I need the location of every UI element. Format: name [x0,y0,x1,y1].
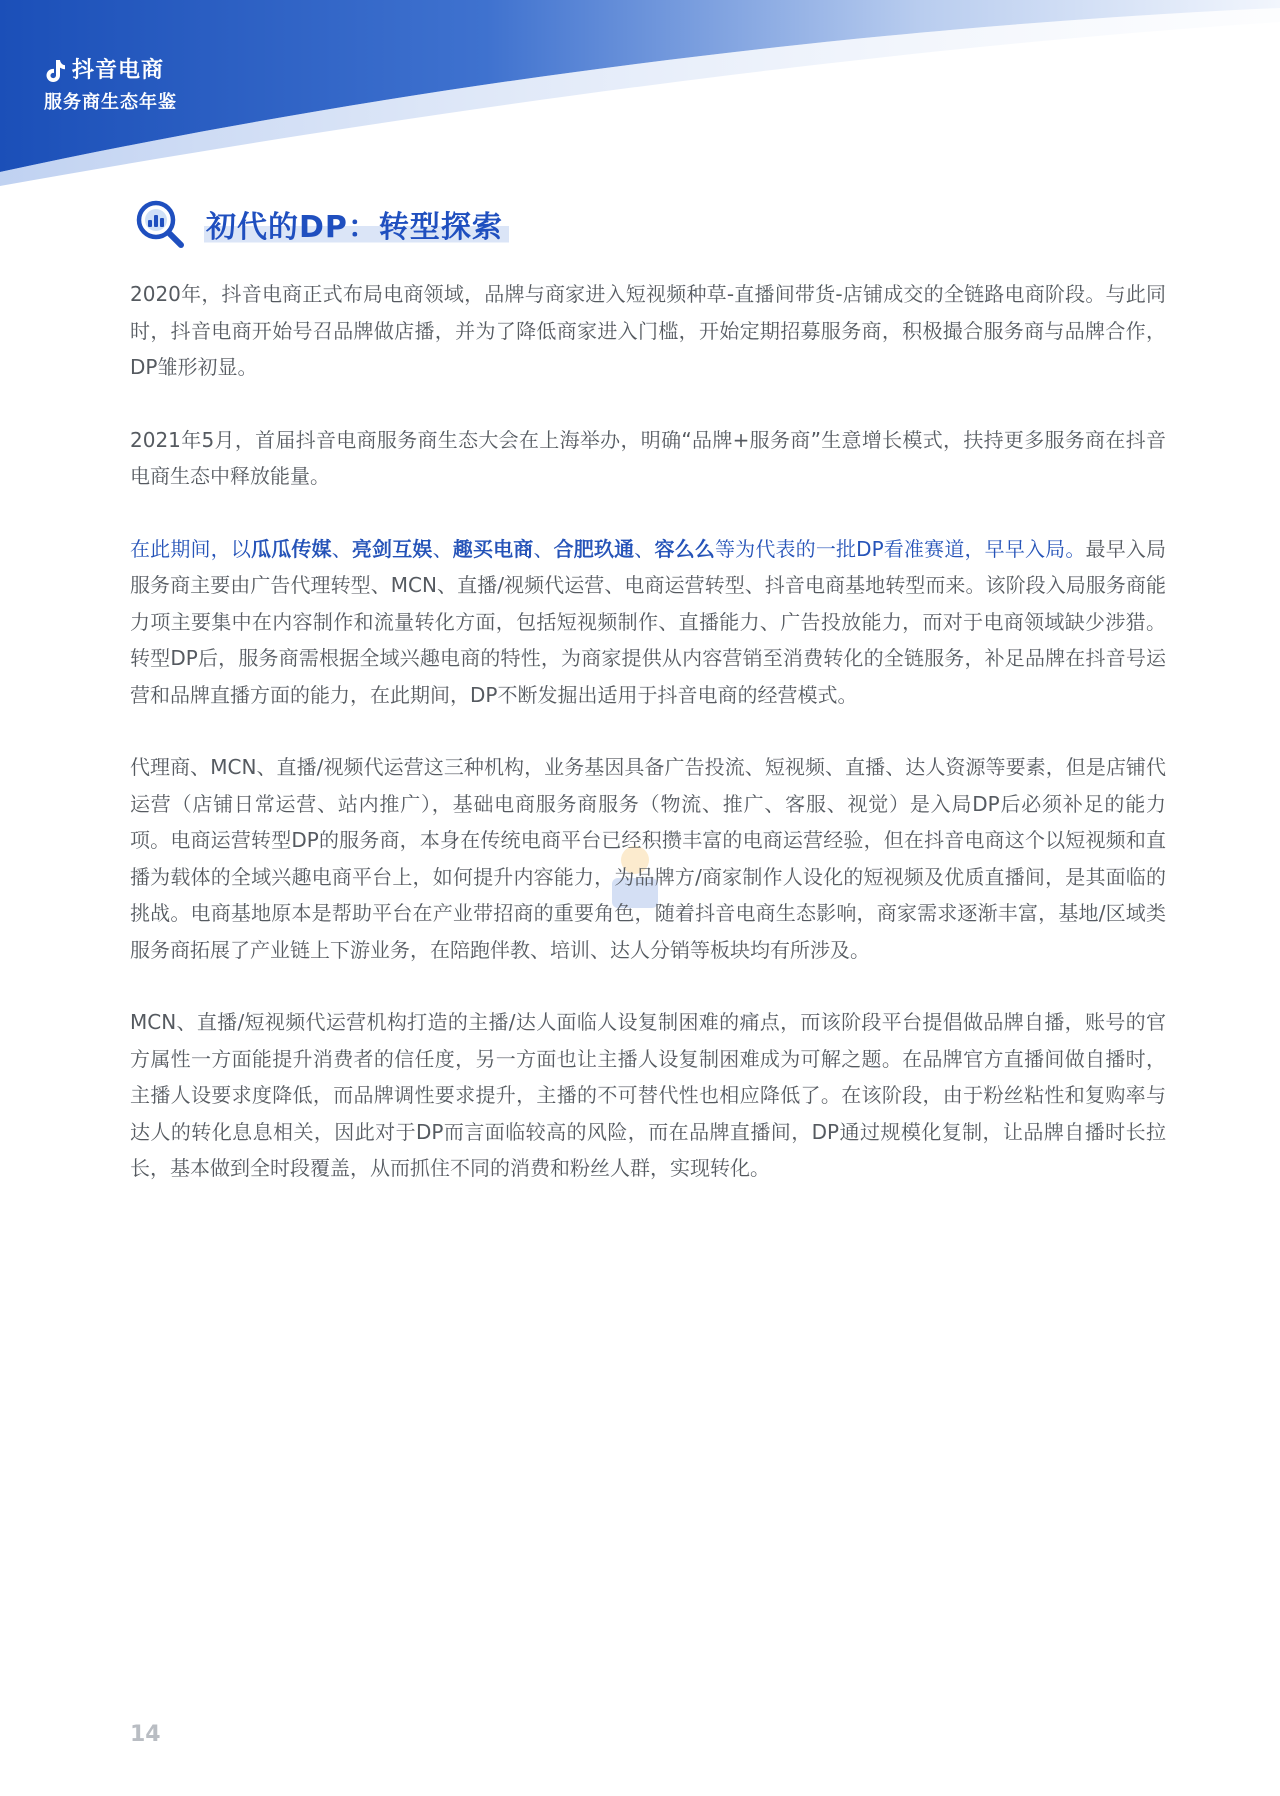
brand-block [44,56,177,116]
paragraph-3-lead: 在此期间，以 [130,536,252,561]
paragraph-5: MCN、直播/短视频代运营机构打造的主播/达人面临人设复制困难的痛点，而该阶段平台提倡做品牌自播，账号的官方属性一方面能提升消费者的信任度，另一方面也让主播人设复制困难成为可解之题。在品牌官方直播间做自播时，主播人设要求度降低，而品牌调性要求提升，主播的不可替代性也相应降低了。在该阶段，由于粉丝粘性和复购率与达人的转化息息相关，因此对于DP而言面临较高的风险，而在品牌直播间，DP通过规模化复制，让品牌自播时长拉长，基本做到全时段覆盖，从而抓住不同的消费和粉丝人群，实现转化。 [130,1010,1166,1180]
dp-name-rongmeme: 容么么 [654,536,715,561]
brand-title-row [44,56,177,86]
separator: 、 [331,536,352,561]
paragraph-1: 2020年，抖音电商正式布局电商领域，品牌与商家进入短视频种草-直播间带货-店铺成交的全链路电商阶段。与此同时，抖音电商开始号召品牌做店播，并为了降低商家进入门槛，开始定期招募服务商，积极撮合服务商与品牌合作，DP雏形初显。 [130,282,1166,379]
dp-name-qumai: 趣买电商 [452,536,534,561]
tiktok-note-icon [44,59,66,83]
brand-subtitle: 服务商生态年鉴 [44,92,177,113]
dp-name-hefei-jiutong: 合肥玖通 [553,536,635,561]
separator: 、 [533,536,554,561]
section-title [132,192,509,256]
paragraph-4: 代理商、MCN、直播/视频代运营这三种机构，业务基因具备广告投流、短视频、直播、达人资源等要素，但是店铺代运营（店铺日常运营、站内推广），基础电商服务商服务（物流、推广、客服、视觉）是入局DP后必须补足的能力项。电商运营转型DP的服务商，本身在传统电商平台已经积攒丰富的电商运营经验，但在抖音电商这个以短视频和直播为载体的全域兴趣电商平台上，如何提升内容能力，为品牌方/商家制作人设化的短视频及优质直播间，是其面临的挑战。电商基地原本是帮助平台在产业带招商的重要角色，随着抖音电商生态影响，商家需求逐渐丰富，基地/区域类服务商拓展了产业链上下游业务，在陪跑伴教、培训、达人分销等板块均有所涉及。 [130,755,1166,962]
page-number: 14 [130,1722,161,1747]
paragraph-3 [130,531,1166,714]
dp-name-liangjian: 亮剑互娱 [351,536,433,561]
article-body [130,276,1166,1223]
dp-name-guagua: 瓜瓜传媒 [251,536,332,561]
paragraph-3-rest: 最早入局服务商主要由广告代理转型、MCN、直播/视频代运营、电商运营转型、抖音电商基地转型而来。该阶段入局服务商能力项主要集中在内容制作和流量转化方面，包括短视频制作、直播能力、广告投放能力，而对于电商领域缺少涉猎。转型DP后，服务商需根据全域兴趣电商的特性，为商家提供从内容营销至消费转化的全链服务，补足品牌在抖音号运营和品牌直播方面的能力，在此期间，DP不断发掘出适用于抖音电商的经营模式。 [130,536,1167,707]
magnifier-chart-icon [132,196,188,252]
paragraph-3-highlight: 等为代表的一批DP看准赛道，早早入局。 [714,536,1086,561]
section-title-text: 初代的DP：转型探索 [204,202,509,246]
separator: 、 [432,536,453,561]
brand-name: 抖音电商 [72,58,165,83]
header-band [0,0,1280,200]
separator: 、 [634,536,655,561]
paragraph-2: 2021年5月，首届抖音电商服务商生态大会在上海举办，明确“品牌+服务商”生意增长模式，扶持更多服务商在抖音电商生态中释放能量。 [130,427,1166,488]
